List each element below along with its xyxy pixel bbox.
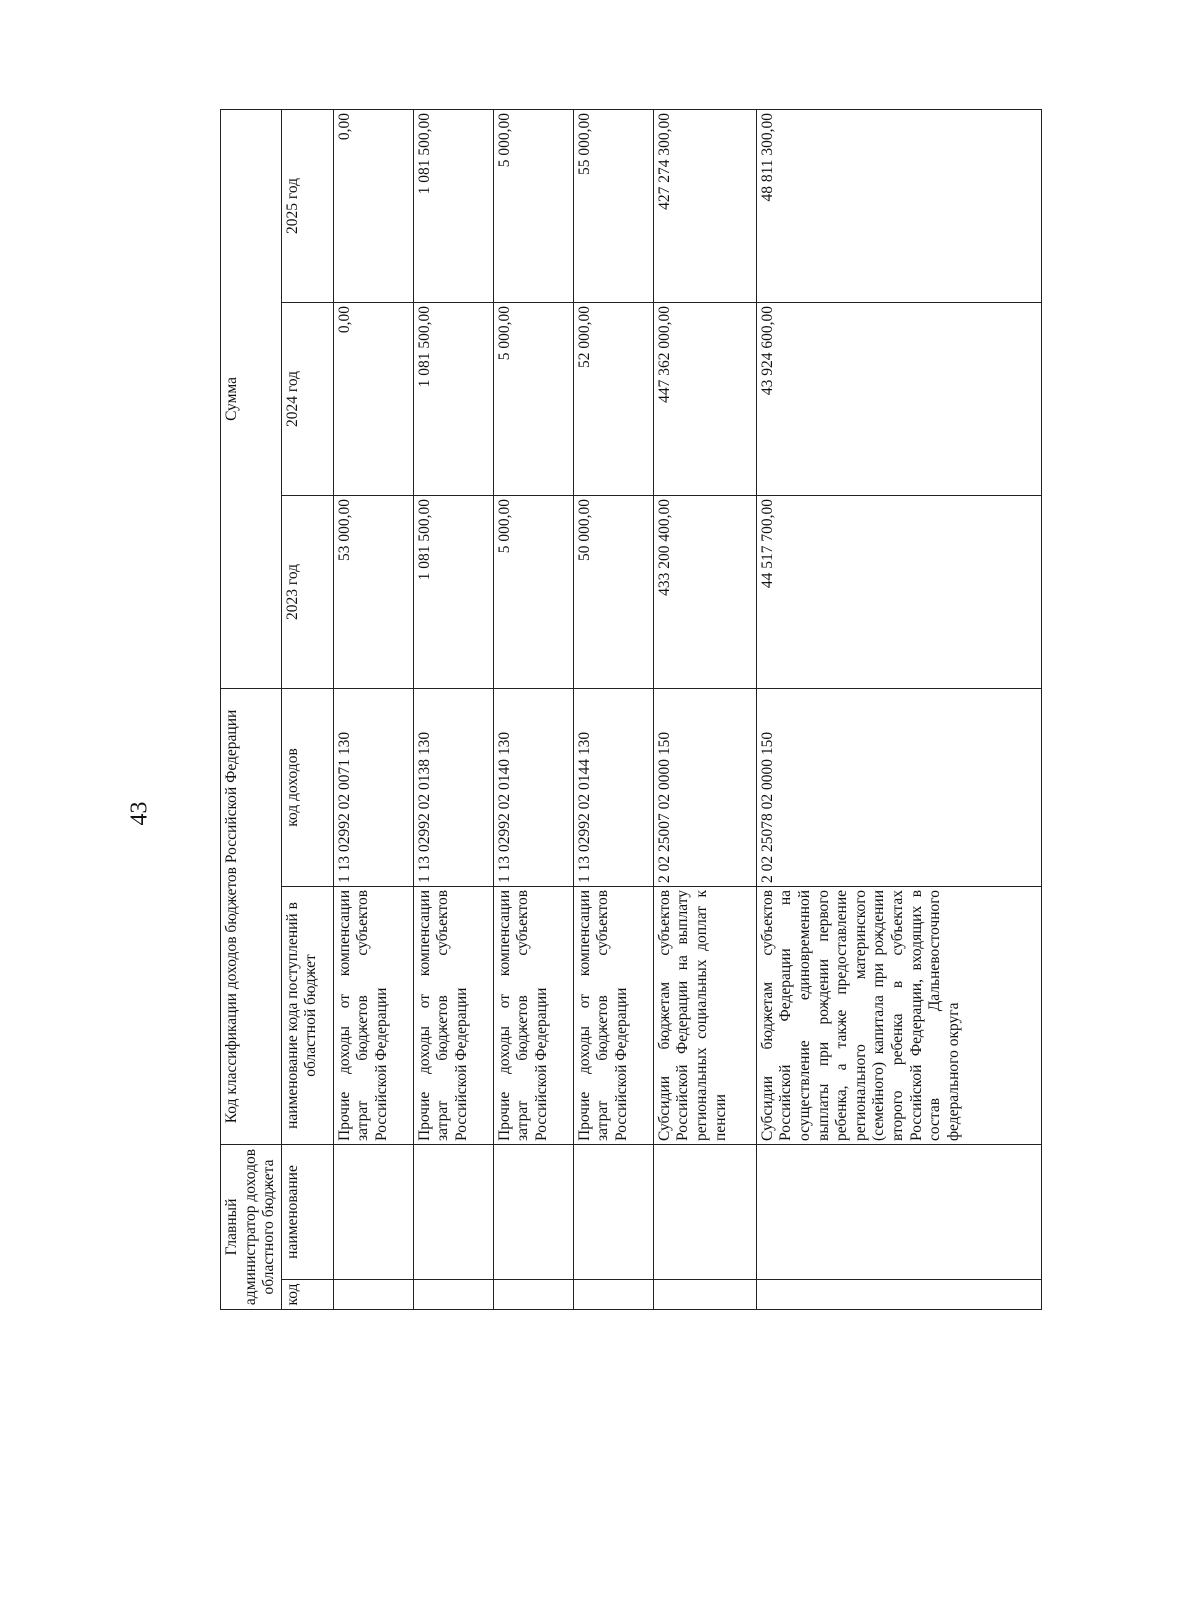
income-name-header: наименование кода поступлений в областной бюджет	[281, 886, 333, 1144]
admin-name-cell	[756, 1144, 1041, 1279]
year-2025-header: 2025 год	[281, 109, 333, 302]
income-code-cell: 1 13 02992 02 0138 130	[413, 688, 493, 886]
sum-2025-cell: 48 811 300,00	[756, 109, 1041, 302]
income-code-cell: 2 02 25078 02 0000 150	[756, 688, 1041, 886]
admin-code-cell	[756, 1280, 1041, 1310]
income-name-cell: Прочие доходы от компенсации затрат бюджетов субъектов Российской Федерации	[413, 886, 493, 1144]
sum-2023-cell: 5 000,00	[493, 495, 573, 688]
rotated-table-container	[220, 110, 1030, 1310]
income-code-cell: 2 02 25007 02 0000 150	[653, 688, 756, 886]
admin-name-cell	[413, 1144, 493, 1279]
sum-2023-cell: 433 200 400,00	[653, 495, 756, 688]
admin-name-cell	[493, 1144, 573, 1279]
sum-2024-cell: 52 000,00	[573, 302, 653, 495]
sum-2024-cell: 447 362 000,00	[653, 302, 756, 495]
classification-group-header: Код классификации доходов бюджетов Российской Федерации	[221, 688, 282, 1144]
year-2024-header: 2024 год	[281, 302, 333, 495]
sum-2025-cell: 0,00	[333, 109, 413, 302]
income-name-cell: Субсидии бюджетам субъектов Российской Федерации на осуществление единовременной выплаты при рождении первого ребенка, а также предоставление регионального материнского (семейного) капитала при рождении второго ребенка в субъектах Российской Федерации, входящих в состав Дальневосточного федерального округа	[756, 886, 1041, 1144]
sum-2023-cell: 53 000,00	[333, 495, 413, 688]
admin-code-cell	[653, 1280, 756, 1310]
admin-code-header: код	[281, 1280, 333, 1310]
admin-name-cell	[573, 1144, 653, 1279]
sum-2023-cell: 44 517 700,00	[756, 495, 1041, 688]
admin-group-header: Главный администратор доходов областного бюджета	[221, 1144, 282, 1309]
income-name-cell: Прочие доходы от компенсации затрат бюджетов субъектов Российской Федерации	[493, 886, 573, 1144]
sum-2025-cell: 5 000,00	[493, 109, 573, 302]
income-name-cell: Прочие доходы от компенсации затрат бюджетов субъектов Российской Федерации	[573, 886, 653, 1144]
admin-name-cell	[333, 1144, 413, 1279]
sum-2025-cell: 1 081 500,00	[413, 109, 493, 302]
sum-2024-cell: 1 081 500,00	[413, 302, 493, 495]
sum-2024-cell: 5 000,00	[493, 302, 573, 495]
sum-group-header: Сумма	[221, 109, 282, 688]
table-row	[493, 109, 573, 1309]
income-code-cell: 1 13 02992 02 0140 130	[493, 688, 573, 886]
sum-2025-cell: 55 000,00	[573, 109, 653, 302]
income-code-cell: 1 13 02992 02 0071 130	[333, 688, 413, 886]
page-number: 43	[126, 801, 153, 826]
sum-2023-cell: 1 081 500,00	[413, 495, 493, 688]
income-code-cell: 1 13 02992 02 0144 130	[573, 688, 653, 886]
admin-name-header: наименование	[281, 1144, 333, 1279]
table-row	[413, 109, 493, 1309]
sum-2024-cell: 43 924 600,00	[756, 302, 1041, 495]
income-code-header: код доходов	[281, 688, 333, 886]
table-row	[756, 109, 1041, 1309]
admin-code-cell	[413, 1280, 493, 1310]
admin-name-cell	[653, 1144, 756, 1279]
table-row	[653, 109, 756, 1309]
sum-2023-cell: 50 000,00	[573, 495, 653, 688]
sum-2025-cell: 427 274 300,00	[653, 109, 756, 302]
income-name-cell: Субсидии бюджетам субъектов Российской Федерации на выплату региональных социальных доплат к пенсии	[653, 886, 756, 1144]
admin-code-cell	[493, 1280, 573, 1310]
sum-2024-cell: 0,00	[333, 302, 413, 495]
admin-code-cell	[333, 1280, 413, 1310]
admin-code-cell	[573, 1280, 653, 1310]
income-name-cell: Прочие доходы от компенсации затрат бюджетов субъектов Российской Федерации	[333, 886, 413, 1144]
year-2023-header: 2023 год	[281, 495, 333, 688]
table-row	[333, 109, 413, 1309]
table-row	[573, 109, 653, 1309]
income-classification-table	[220, 109, 1042, 1310]
